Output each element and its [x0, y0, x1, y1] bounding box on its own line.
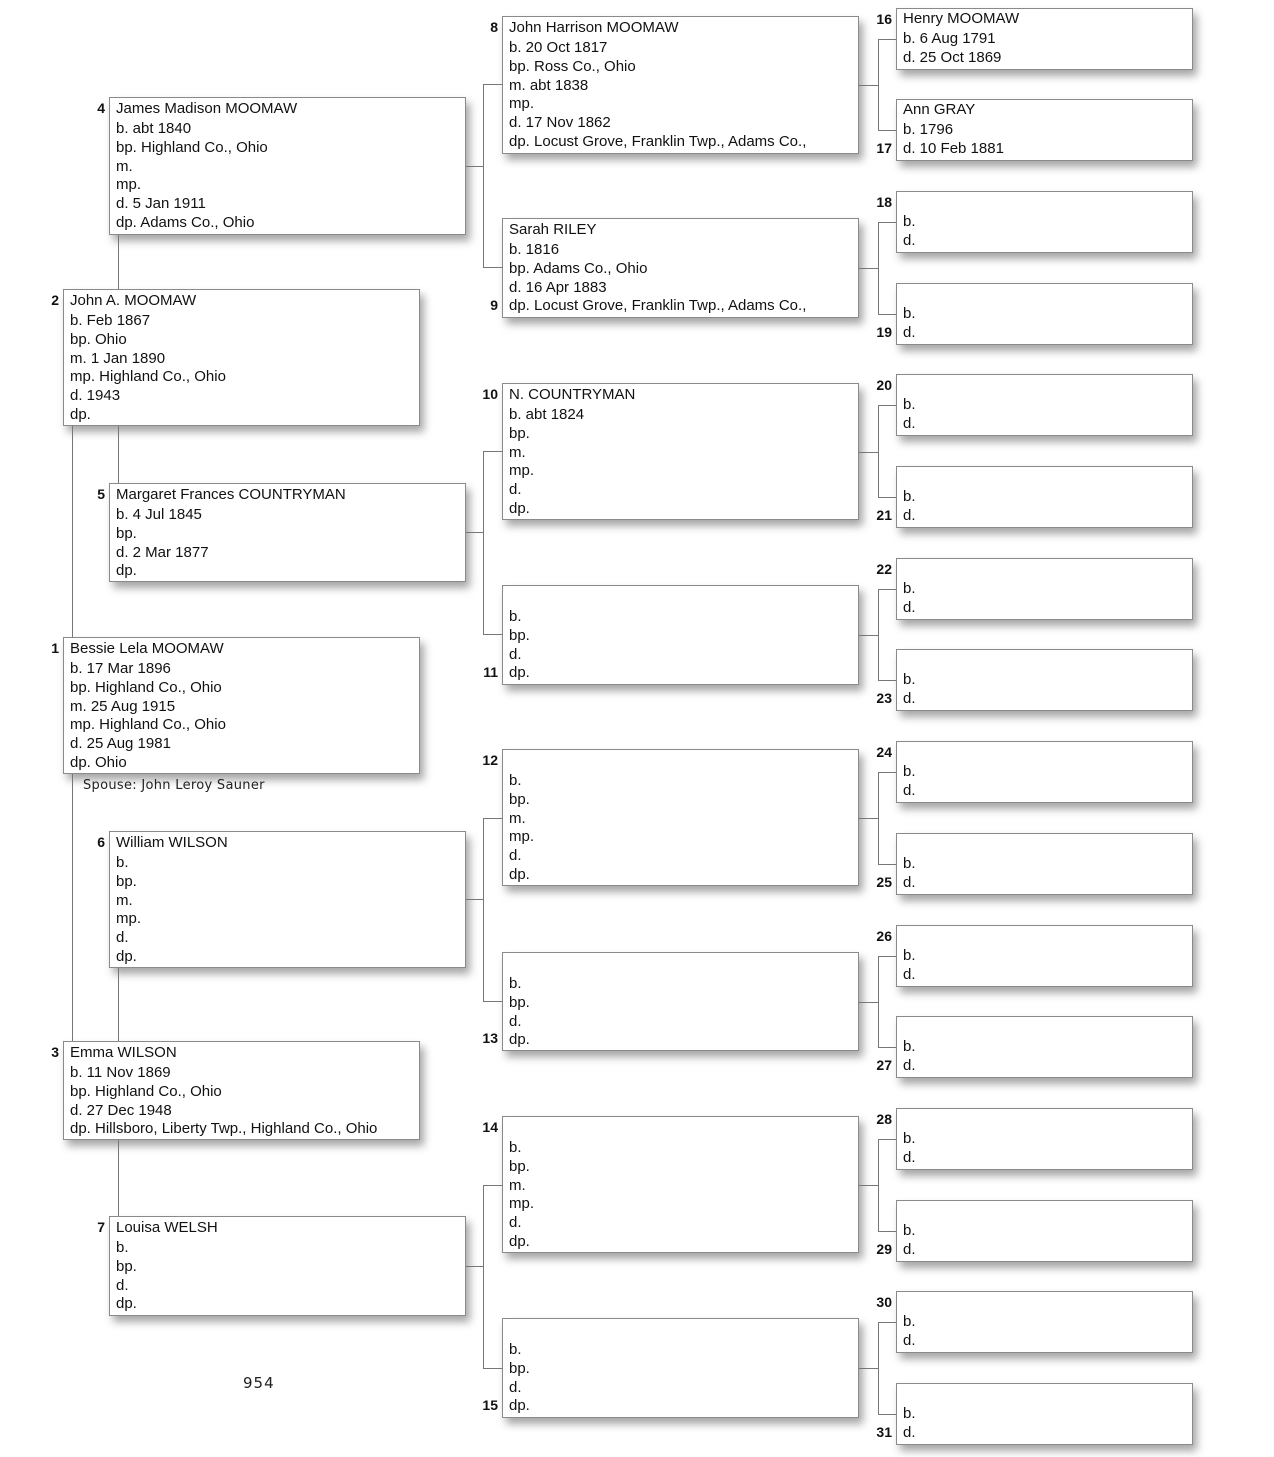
- connector-line: [878, 589, 879, 681]
- person-box-5[interactable]: [109, 483, 466, 582]
- person-detail: bp. Adams Co., Ohio: [509, 259, 648, 277]
- person-detail: d. 16 Apr 1883: [509, 278, 607, 296]
- person-name: Ann GRAY: [903, 101, 976, 118]
- person-name: Bessie Lela MOOMAW: [70, 640, 224, 657]
- person-detail: b.: [903, 1313, 916, 1330]
- connector-line: [878, 130, 896, 131]
- ahnentafel-number: 24: [876, 744, 892, 760]
- person-detail: d.: [903, 414, 916, 432]
- person-box-29[interactable]: [896, 1200, 1193, 1262]
- person-box-9[interactable]: [502, 218, 859, 318]
- person-box-26[interactable]: [896, 925, 1193, 987]
- connector-line: [878, 405, 896, 406]
- person-name: John A. MOOMAW: [70, 292, 197, 309]
- person-name: [903, 743, 1192, 762]
- person-detail: m.: [116, 891, 133, 909]
- person-box-28[interactable]: [896, 1108, 1193, 1170]
- ahnentafel-number: 28: [876, 1111, 892, 1127]
- person-detail: bp.: [116, 1257, 137, 1275]
- connector-line: [72, 426, 73, 637]
- ahnentafel-number: 21: [876, 507, 892, 523]
- person-detail: bp. Ohio: [70, 330, 127, 348]
- person-name: [903, 285, 1192, 304]
- person-detail: d. 17 Nov 1862: [509, 114, 611, 132]
- person-detail: b.: [903, 580, 916, 597]
- connector-line: [878, 1414, 896, 1415]
- person-detail: b. abt 1824: [509, 406, 585, 423]
- person-name: [903, 651, 1192, 670]
- ahnentafel-number: 1: [51, 640, 59, 656]
- ahnentafel-number: 29: [876, 1241, 892, 1257]
- person-detail: dp.: [509, 865, 530, 883]
- person-detail: d. 25 Aug 1981: [70, 735, 171, 753]
- person-detail: b.: [116, 1239, 129, 1256]
- person-name: [509, 752, 858, 772]
- person-detail: mp. Highland Co., Ohio: [70, 716, 226, 734]
- connector-line: [118, 235, 119, 289]
- person-detail: d.: [903, 965, 916, 983]
- connector-line: [483, 818, 502, 819]
- connector-line: [118, 968, 119, 1041]
- person-detail: d.: [903, 873, 916, 891]
- person-detail: b.: [903, 305, 916, 322]
- connector-line: [859, 1185, 878, 1186]
- connector-line: [483, 451, 484, 635]
- person-detail: b.: [116, 854, 129, 871]
- person-box-23[interactable]: [896, 649, 1193, 711]
- person-detail: d.: [116, 1276, 129, 1294]
- person-box-3[interactable]: [63, 1041, 420, 1140]
- ahnentafel-number: 16: [876, 11, 892, 27]
- person-detail: bp. Ross Co., Ohio: [509, 57, 636, 75]
- connector-line: [466, 899, 483, 900]
- person-box-16[interactable]: [896, 8, 1193, 70]
- ahnentafel-number: 25: [876, 874, 892, 890]
- person-detail: d.: [903, 781, 916, 799]
- person-detail: d.: [509, 1378, 522, 1396]
- person-detail: dp. Locust Grove, Franklin Twp., Adams Co.,: [509, 297, 807, 315]
- person-detail: d.: [903, 323, 916, 341]
- connector-line: [483, 267, 502, 268]
- connector-line: [878, 222, 879, 315]
- person-detail: d.: [903, 689, 916, 707]
- connector-line: [859, 85, 878, 86]
- connector-line: [483, 818, 484, 1002]
- person-name: N. COUNTRYMAN: [509, 386, 636, 403]
- person-detail: d.: [509, 481, 522, 499]
- ahnentafel-number: 15: [482, 1397, 498, 1413]
- ahnentafel-number: 30: [876, 1294, 892, 1310]
- person-detail: d.: [903, 506, 916, 524]
- ahnentafel-number: 18: [876, 194, 892, 210]
- connector-line: [483, 451, 502, 452]
- connector-line: [859, 268, 878, 269]
- connector-line: [878, 589, 896, 590]
- ahnentafel-number: 11: [483, 664, 498, 680]
- person-name: [903, 376, 1192, 395]
- person-detail: b. 17 Mar 1896: [70, 660, 171, 677]
- ahnentafel-number: 13: [482, 1030, 498, 1046]
- person-name: William WILSON: [116, 834, 228, 851]
- person-name: [903, 1385, 1192, 1404]
- person-detail: dp.: [116, 562, 137, 580]
- person-box-13[interactable]: [502, 952, 859, 1051]
- person-detail: bp.: [509, 790, 530, 808]
- person-detail: d. 25 Oct 1869: [903, 48, 1002, 66]
- person-name: [903, 560, 1192, 579]
- person-detail: dp.: [116, 947, 137, 965]
- person-detail: b.: [903, 1130, 916, 1147]
- connector-line: [878, 39, 896, 40]
- ahnentafel-number: 7: [97, 1219, 105, 1235]
- person-detail: dp.: [509, 1232, 530, 1250]
- person-detail: dp.: [70, 405, 91, 423]
- person-detail: bp. Highland Co., Ohio: [70, 1082, 222, 1100]
- person-name: [509, 1321, 858, 1341]
- ahnentafel-number: 27: [876, 1057, 892, 1073]
- ahnentafel-number: 2: [51, 292, 59, 308]
- connector-line: [878, 497, 896, 498]
- ahnentafel-number: 3: [51, 1044, 59, 1060]
- person-detail: dp.: [509, 1031, 530, 1049]
- person-detail: dp.: [116, 1295, 137, 1313]
- person-detail: mp.: [509, 1195, 535, 1213]
- person-detail: dp. Adams Co., Ohio: [116, 213, 255, 231]
- connector-line: [483, 84, 502, 85]
- ahnentafel-number: 19: [876, 324, 892, 340]
- person-detail: b.: [509, 772, 522, 789]
- ahnentafel-number: 31: [876, 1424, 892, 1440]
- person-detail: d.: [903, 1056, 916, 1074]
- person-detail: dp. Locust Grove, Franklin Twp., Adams Co.,: [509, 132, 807, 150]
- person-box-18[interactable]: [896, 191, 1193, 253]
- connector-line: [878, 956, 896, 957]
- person-box-1[interactable]: [63, 637, 420, 774]
- person-detail: dp. Hillsboro, Liberty Twp., Highland Co., Ohio: [70, 1120, 378, 1138]
- connector-line: [859, 1002, 878, 1003]
- person-detail: d.: [903, 598, 916, 616]
- person-box-4[interactable]: [109, 97, 466, 235]
- connector-line: [483, 1368, 502, 1369]
- connector-line: [483, 634, 502, 635]
- ahnentafel-number: 9: [490, 297, 498, 313]
- person-box-21[interactable]: [896, 466, 1193, 528]
- person-detail: d.: [509, 645, 522, 663]
- connector-line: [859, 1368, 878, 1369]
- person-name: [903, 927, 1192, 946]
- ahnentafel-number: 22: [876, 561, 892, 577]
- connector-line: [859, 818, 878, 819]
- person-detail: m.: [509, 1176, 526, 1194]
- person-name: [903, 835, 1192, 854]
- person-detail: b.: [903, 1222, 916, 1239]
- person-name: [509, 588, 858, 608]
- person-detail: b.: [903, 947, 916, 964]
- person-detail: bp.: [116, 872, 137, 890]
- ahnentafel-number: 6: [97, 834, 105, 850]
- person-detail: d. 2 Mar 1877: [116, 543, 209, 561]
- person-detail: b.: [903, 1038, 916, 1055]
- person-name: [509, 955, 858, 975]
- person-detail: b.: [903, 213, 916, 230]
- connector-line: [878, 864, 896, 865]
- page-number: 954: [243, 1374, 275, 1392]
- person-detail: d. 27 Dec 1948: [70, 1101, 172, 1119]
- connector-line: [466, 1266, 483, 1267]
- connector-line: [878, 314, 896, 315]
- person-detail: dp. Ohio: [70, 753, 127, 771]
- person-detail: m.: [116, 157, 133, 175]
- person-detail: b.: [903, 671, 916, 688]
- person-name: Louisa WELSH: [116, 1219, 218, 1236]
- connector-line: [878, 1322, 896, 1323]
- person-name: [903, 1110, 1192, 1129]
- connector-line: [859, 635, 878, 636]
- person-box-20[interactable]: [896, 374, 1193, 436]
- person-detail: mp.: [509, 828, 535, 846]
- person-detail: d.: [509, 847, 522, 865]
- person-detail: b. 4 Jul 1845: [116, 506, 202, 523]
- connector-line: [878, 1231, 896, 1232]
- person-detail: d. 5 Jan 1911: [116, 195, 206, 213]
- person-detail: bp.: [116, 524, 137, 542]
- person-detail: b.: [509, 1139, 522, 1156]
- person-detail: d.: [116, 929, 129, 947]
- person-box-17[interactable]: [896, 99, 1193, 161]
- person-detail: d.: [509, 1012, 522, 1030]
- connector-line: [878, 1139, 879, 1232]
- ahnentafel-number: 10: [482, 386, 498, 402]
- person-detail: bp.: [509, 626, 530, 644]
- connector-line: [466, 532, 483, 533]
- connector-line: [72, 774, 73, 1041]
- connector-line: [118, 426, 119, 483]
- person-detail: b.: [903, 763, 916, 780]
- ahnentafel-number: 5: [97, 486, 105, 502]
- person-name: James Madison MOOMAW: [116, 100, 298, 117]
- person-detail: bp.: [509, 1157, 530, 1175]
- person-detail: dp.: [509, 664, 530, 682]
- person-detail: d.: [903, 1423, 916, 1441]
- person-detail: bp. Highland Co., Ohio: [116, 138, 268, 156]
- person-detail: bp.: [509, 1359, 530, 1377]
- person-detail: mp.: [509, 462, 535, 480]
- person-box-14[interactable]: [502, 1116, 859, 1253]
- person-detail: d.: [903, 1331, 916, 1349]
- person-detail: b. 20 Oct 1817: [509, 39, 608, 56]
- person-detail: mp.: [116, 910, 142, 928]
- person-name: John Harrison MOOMAW: [509, 19, 679, 36]
- connector-line: [466, 166, 483, 167]
- connector-line: [118, 1140, 119, 1216]
- person-box-22[interactable]: [896, 558, 1193, 620]
- person-detail: b.: [509, 1341, 522, 1358]
- connector-line: [483, 1185, 502, 1186]
- person-box-27[interactable]: [896, 1016, 1193, 1078]
- connector-line: [878, 680, 896, 681]
- ahnentafel-number: 17: [876, 140, 892, 156]
- person-detail: b.: [903, 855, 916, 872]
- person-name: [903, 468, 1192, 487]
- connector-line: [483, 84, 484, 268]
- person-box-10[interactable]: [502, 383, 859, 520]
- person-detail: m. abt 1838: [509, 76, 589, 94]
- person-detail: m.: [509, 443, 526, 461]
- person-name: Emma WILSON: [70, 1044, 177, 1061]
- person-name: [509, 1119, 858, 1139]
- person-detail: bp. Highland Co., Ohio: [70, 678, 222, 696]
- connector-line: [878, 1047, 896, 1048]
- person-detail: d.: [903, 1240, 916, 1258]
- person-detail: m.: [509, 809, 526, 827]
- person-detail: mp. Highland Co., Ohio: [70, 368, 226, 386]
- connector-line: [878, 405, 879, 498]
- person-box-6[interactable]: [109, 831, 466, 968]
- person-detail: b.: [903, 1405, 916, 1422]
- ahnentafel-number: 23: [876, 690, 892, 706]
- person-box-11[interactable]: [502, 585, 859, 685]
- person-name: Sarah RILEY: [509, 221, 597, 238]
- person-detail: b.: [903, 396, 916, 413]
- spouse-note: Spouse: John Leroy Sauner: [83, 778, 265, 793]
- person-detail: dp.: [509, 1397, 530, 1415]
- person-detail: m. 25 Aug 1915: [70, 697, 176, 715]
- connector-line: [878, 1322, 879, 1415]
- connector-line: [878, 772, 896, 773]
- connector-line: [483, 1001, 502, 1002]
- person-box-30[interactable]: [896, 1291, 1193, 1353]
- person-detail: b. 6 Aug 1791: [903, 30, 996, 47]
- person-box-7[interactable]: [109, 1216, 466, 1316]
- person-name: [903, 193, 1192, 212]
- person-detail: b.: [903, 488, 916, 505]
- person-detail: b. abt 1840: [116, 120, 192, 137]
- person-box-12[interactable]: [502, 749, 859, 886]
- connector-line: [878, 1139, 896, 1140]
- person-detail: d. 1943: [70, 387, 121, 405]
- connector-line: [483, 1185, 484, 1369]
- ahnentafel-number: 20: [876, 377, 892, 393]
- person-detail: bp.: [509, 424, 530, 442]
- person-name: Margaret Frances COUNTRYMAN: [116, 486, 346, 503]
- person-detail: bp.: [509, 993, 530, 1011]
- person-box-31[interactable]: [896, 1383, 1193, 1445]
- person-box-8[interactable]: [502, 16, 859, 154]
- connector-line: [859, 452, 878, 453]
- person-detail: b. 1796: [903, 121, 954, 138]
- person-detail: mp.: [509, 95, 535, 113]
- person-detail: d.: [903, 1148, 916, 1166]
- person-name: [903, 1202, 1192, 1221]
- person-detail: b. 1816: [509, 241, 560, 258]
- ahnentafel-number: 12: [482, 752, 498, 768]
- ahnentafel-number: 8: [490, 19, 498, 35]
- person-detail: d.: [509, 1214, 522, 1232]
- person-box-25[interactable]: [896, 833, 1193, 895]
- person-detail: mp.: [116, 176, 142, 194]
- person-name: Henry MOOMAW: [903, 10, 1020, 27]
- person-box-2[interactable]: [63, 289, 420, 426]
- connector-line: [878, 39, 879, 131]
- ahnentafel-number: 26: [876, 928, 892, 944]
- person-name: [903, 1293, 1192, 1312]
- person-detail: b. Feb 1867: [70, 312, 151, 329]
- connector-line: [878, 772, 879, 865]
- person-detail: b.: [509, 608, 522, 625]
- person-detail: d. 10 Feb 1881: [903, 139, 1004, 157]
- person-detail: b. 11 Nov 1869: [70, 1064, 171, 1081]
- person-name: [903, 1018, 1192, 1037]
- connector-line: [878, 956, 879, 1048]
- ahnentafel-number: 4: [97, 100, 105, 116]
- person-detail: dp.: [509, 499, 530, 517]
- person-detail: b.: [509, 975, 522, 992]
- person-box-19[interactable]: [896, 283, 1193, 345]
- person-detail: m. 1 Jan 1890: [70, 349, 166, 367]
- connector-line: [878, 222, 896, 223]
- ahnentafel-number: 14: [482, 1119, 498, 1135]
- person-box-24[interactable]: [896, 741, 1193, 803]
- person-detail: d.: [903, 231, 916, 249]
- person-box-15[interactable]: [502, 1318, 859, 1418]
